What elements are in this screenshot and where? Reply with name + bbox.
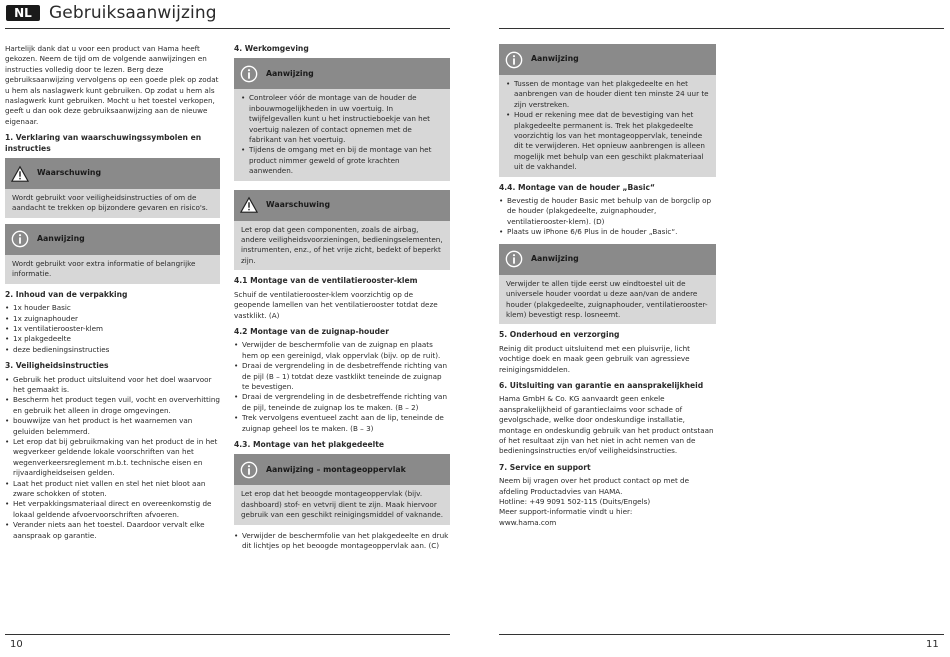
note-box: [234, 58, 450, 180]
list-item: • Het verpakkingsmateriaal direct en overeenkomstig de lokaal geldende afvoervoorschriften afvoeren.: [5, 499, 220, 520]
service-line: Meer support-informatie vindt u hier:: [499, 507, 633, 517]
website-link[interactable]: www.hama.com: [499, 517, 557, 527]
warning-text: Let erop dat geen componenten, zoals de airbag, andere veiligheidsvoorzieningen, bedieningselementen, instrumenten, enz., of het vrije zicht, bedekt of beperkt zijn.: [234, 221, 450, 271]
warning-triangle-icon: [11, 165, 29, 183]
note-title: Aanwijzing – montageoppervlak: [266, 464, 406, 474]
section-4-title: 4. Werkomgeving: [234, 44, 309, 53]
note-text: Verwijder te allen tijde eerst uw eindtoestel uit de universele houder voordat u deze aan/van de andere houder (plakgedeelte, zuignaphouder, ventilatierooster-klem) bevestigt resp. losneemt.: [499, 275, 716, 325]
list-item: • Controleer vóór de montage van de houder de inbouwmogelijkheden in uw voertuig. In twijfelgevallen kunt u het instructieboekje van het voertuig nalezen of contact opnemen met de fabrikant van het voertuig.: [241, 93, 443, 145]
page-number: 10: [10, 639, 23, 650]
list-item: • Plaats uw iPhone 6/6 Plus in de houder „Basic“.: [499, 227, 716, 237]
language-badge: NL: [6, 5, 40, 21]
info-circle-icon: [240, 65, 258, 83]
note-title: Aanwijzing: [37, 234, 85, 244]
list-item: • Bevestig de houder Basic met behulp van de borgclip op de houder (plakgedeelte, zuignaphouder, ventilatierooster-klem). (D): [499, 196, 716, 227]
document-header: [6, 3, 217, 23]
info-circle-icon: [11, 230, 29, 248]
note-box: [499, 44, 716, 177]
right-page: [475, 0, 950, 657]
section-5-title: 5. Onderhoud en verzorging: [499, 330, 620, 340]
list-item: • 1x houder Basic: [5, 303, 220, 313]
list-item: • Verander niets aan het toestel. Daardoor vervalt elke aanspraak op garantie.: [5, 520, 220, 541]
section-6-text: Hama GmbH & Co. KG aanvaardt geen enkele aansprakelijkheid of garantieclaims voor schade of gevolgschade, welke door ondeskundige installatie, montage en ondeskundig gebruik van het product ontstaan of het resultaat zijn van het niet in acht nemen van de bedieningsinstructies en/of veiligheidsinstructies.: [499, 394, 714, 456]
list-item: • Laat het product niet vallen en stel het niet bloot aan zware schokken of stoten.: [5, 479, 220, 500]
header-divider: [5, 28, 450, 29]
basic-holder-list: [499, 196, 716, 238]
list-item: • Houd er rekening mee dat de bevestiging van het plakgedeelte permanent is. Trek het plakgedeelte voorzichtig los van het montageoppervlak, teneinde dit te verwijderen. Het opnieuw aanbrengen is alleen mogelijk met behulp van een geschikt plakmateriaal uit de vakhandel.: [506, 110, 709, 172]
list-item: • Bescherm het product tegen vuil, vocht en oververhitting en gebruik het alleen in droge omgevingen.: [5, 395, 220, 416]
note-title: Aanwijzing: [266, 68, 314, 78]
info-circle-icon: [505, 51, 523, 69]
note-title: Aanwijzing: [531, 253, 579, 263]
section-6-title: 6. Uitsluiting van garantie en aansprakelijkheid: [499, 380, 704, 390]
service-line: Neem bij vragen over het product contact op met de afdeling Productadvies van HAMA.: [499, 476, 690, 496]
section-4-4-title: 4.4. Montage van de houder „Basic“: [499, 182, 656, 192]
section-7-title: 7. Service en support: [499, 462, 591, 472]
document-title: Gebruiksaanwijzing: [49, 3, 217, 23]
left-column: [5, 44, 220, 547]
list-item: • Trek vervolgens eventueel zacht aan de lip, teneinde de zuignap geheel los te maken. (B – 3): [234, 413, 450, 434]
warning-text: Wordt gebruikt voor veiligheidsinstructies of om de aandacht te trekken op bijzondere gevaren en risico's.: [5, 189, 220, 218]
warning-box: [5, 158, 220, 218]
warning-box: [234, 190, 450, 271]
footer-divider: [5, 634, 450, 635]
list-item: • deze bedieningsinstructies: [5, 345, 220, 355]
list-item: • Let erop dat bij gebruikmaking van het product de in het wegverkeer geldende lokale voorschriften van het wegenverkeersreglement m.b.t. technische eisen en rijvaardigheidseisen gelden.: [5, 437, 220, 479]
page-number: 11: [926, 639, 939, 650]
warning-title: Waarschuwing: [37, 168, 102, 178]
list-item: • Tussen de montage van het plakgedeelte en het aanbrengen van de houder dient ten minste 24 uur te zijn verstreken.: [506, 79, 709, 110]
note-title: Aanwijzing: [531, 54, 579, 64]
suction-mount-list: [234, 340, 450, 434]
section-1-title: 1. Verklaring van waarschuwingssymbolen en instructies: [5, 133, 202, 153]
note-box: [499, 244, 716, 325]
note-box: [5, 224, 220, 284]
section-5-text: Reinig dit product uitsluitend met een pluisvrije, licht vochtige doek en maak geen gebruik van agressieve reinigingsmiddelen.: [499, 343, 690, 374]
list-item: • Verwijder de beschermfolie van de zuignap en plaats hem op een gereinigd, vlak oppervlak (bijv. op de ruit).: [234, 340, 450, 361]
section-2-title: 2. Inhoud van de verpakking: [5, 289, 128, 299]
note-text: Let erop dat het beoogde montageoppervlak (bijv. dashboard) stof- en vetvrij dient te zijn. Maak hiervoor gebruik van een geschikt reinigingsmiddel of vaknande.: [234, 485, 450, 524]
list-item: • Tijdens de omgang met en bij de montage van het product nimmer geweld of grote krachten aanwenden.: [241, 145, 443, 176]
header-divider: [499, 28, 944, 29]
list-item: • 1x plakgedeelte: [5, 334, 220, 344]
footer-divider: [499, 634, 944, 635]
section-4-1-title: 4.1 Montage van de ventilatierooster-klem: [234, 276, 418, 286]
package-contents-list: [5, 303, 220, 355]
warning-triangle-icon: [240, 196, 258, 214]
intro-text: Hartelijk dank dat u voor een product van Hama heeft gekozen. Neem de tijd om de volgende aanwijzingen en instructies volledig door te lezen. Berg deze gebruiksaanwijzing vervolgens op een goede plek op zodat u hem als naslagwerk kunt gebruiken. Op zodat u hem als naslagwerk kunt gebruiken. Mocht u het toestel verkopen, geeft u dan ook deze gebruiksaanwijzing aan de nieuwe eigenaar.: [5, 44, 219, 126]
section-4-2-title: 4.2 Montage van de zuignap-houder: [234, 326, 389, 336]
list-item: • 1x zuignaphouder: [5, 314, 220, 324]
info-circle-icon: [240, 461, 258, 479]
list-item: • 1x ventilatierooster-klem: [5, 324, 220, 334]
section-3-title: 3. Veiligheidsinstructies: [5, 361, 109, 371]
hotline-text: Hotline: +49 9091 502-115 (Duits/Engels): [499, 497, 651, 506]
adhesive-mount-list: [234, 531, 450, 552]
list-item: • Draai de vergrendeling in de desbetreffende richting van de pijl (B – 1) totdat deze vastklikt teneinde de zuignap te bevestigen.: [234, 361, 450, 392]
section-4-3-title: 4.3. Montage van het plakgedeelte: [234, 439, 385, 449]
list-item: • Draai de vergrendeling in de desbetreffende richting van de pijl, teneinde de zuignap los te maken. (B – 2): [234, 392, 450, 413]
note-text: Wordt gebruikt voor extra informatie of belangrijke informatie.: [5, 255, 220, 284]
section-4-1-text: Schuif de ventilatierooster-klem voorzichtig op de geopende lamellen van het ventilatierooster totdat deze vastklikt. (A): [234, 289, 438, 320]
info-circle-icon: [505, 250, 523, 268]
safety-list: [5, 375, 220, 542]
list-item: • Gebruik het product uitsluitend voor het doel waarvoor het gemaakt is.: [5, 375, 220, 396]
middle-column: [234, 44, 450, 557]
warning-title: Waarschuwing: [266, 199, 331, 209]
list-item: • Verwijder de beschermfolie van het plakgedeelte en druk dit lichtjes op het beoogde montageoppervlak aan. (C): [234, 531, 450, 552]
list-item: • bouwwijze van het product is het waarnemen van geluiden belemmerd.: [5, 416, 220, 437]
note-box: [234, 454, 450, 524]
right-column: [499, 44, 716, 528]
